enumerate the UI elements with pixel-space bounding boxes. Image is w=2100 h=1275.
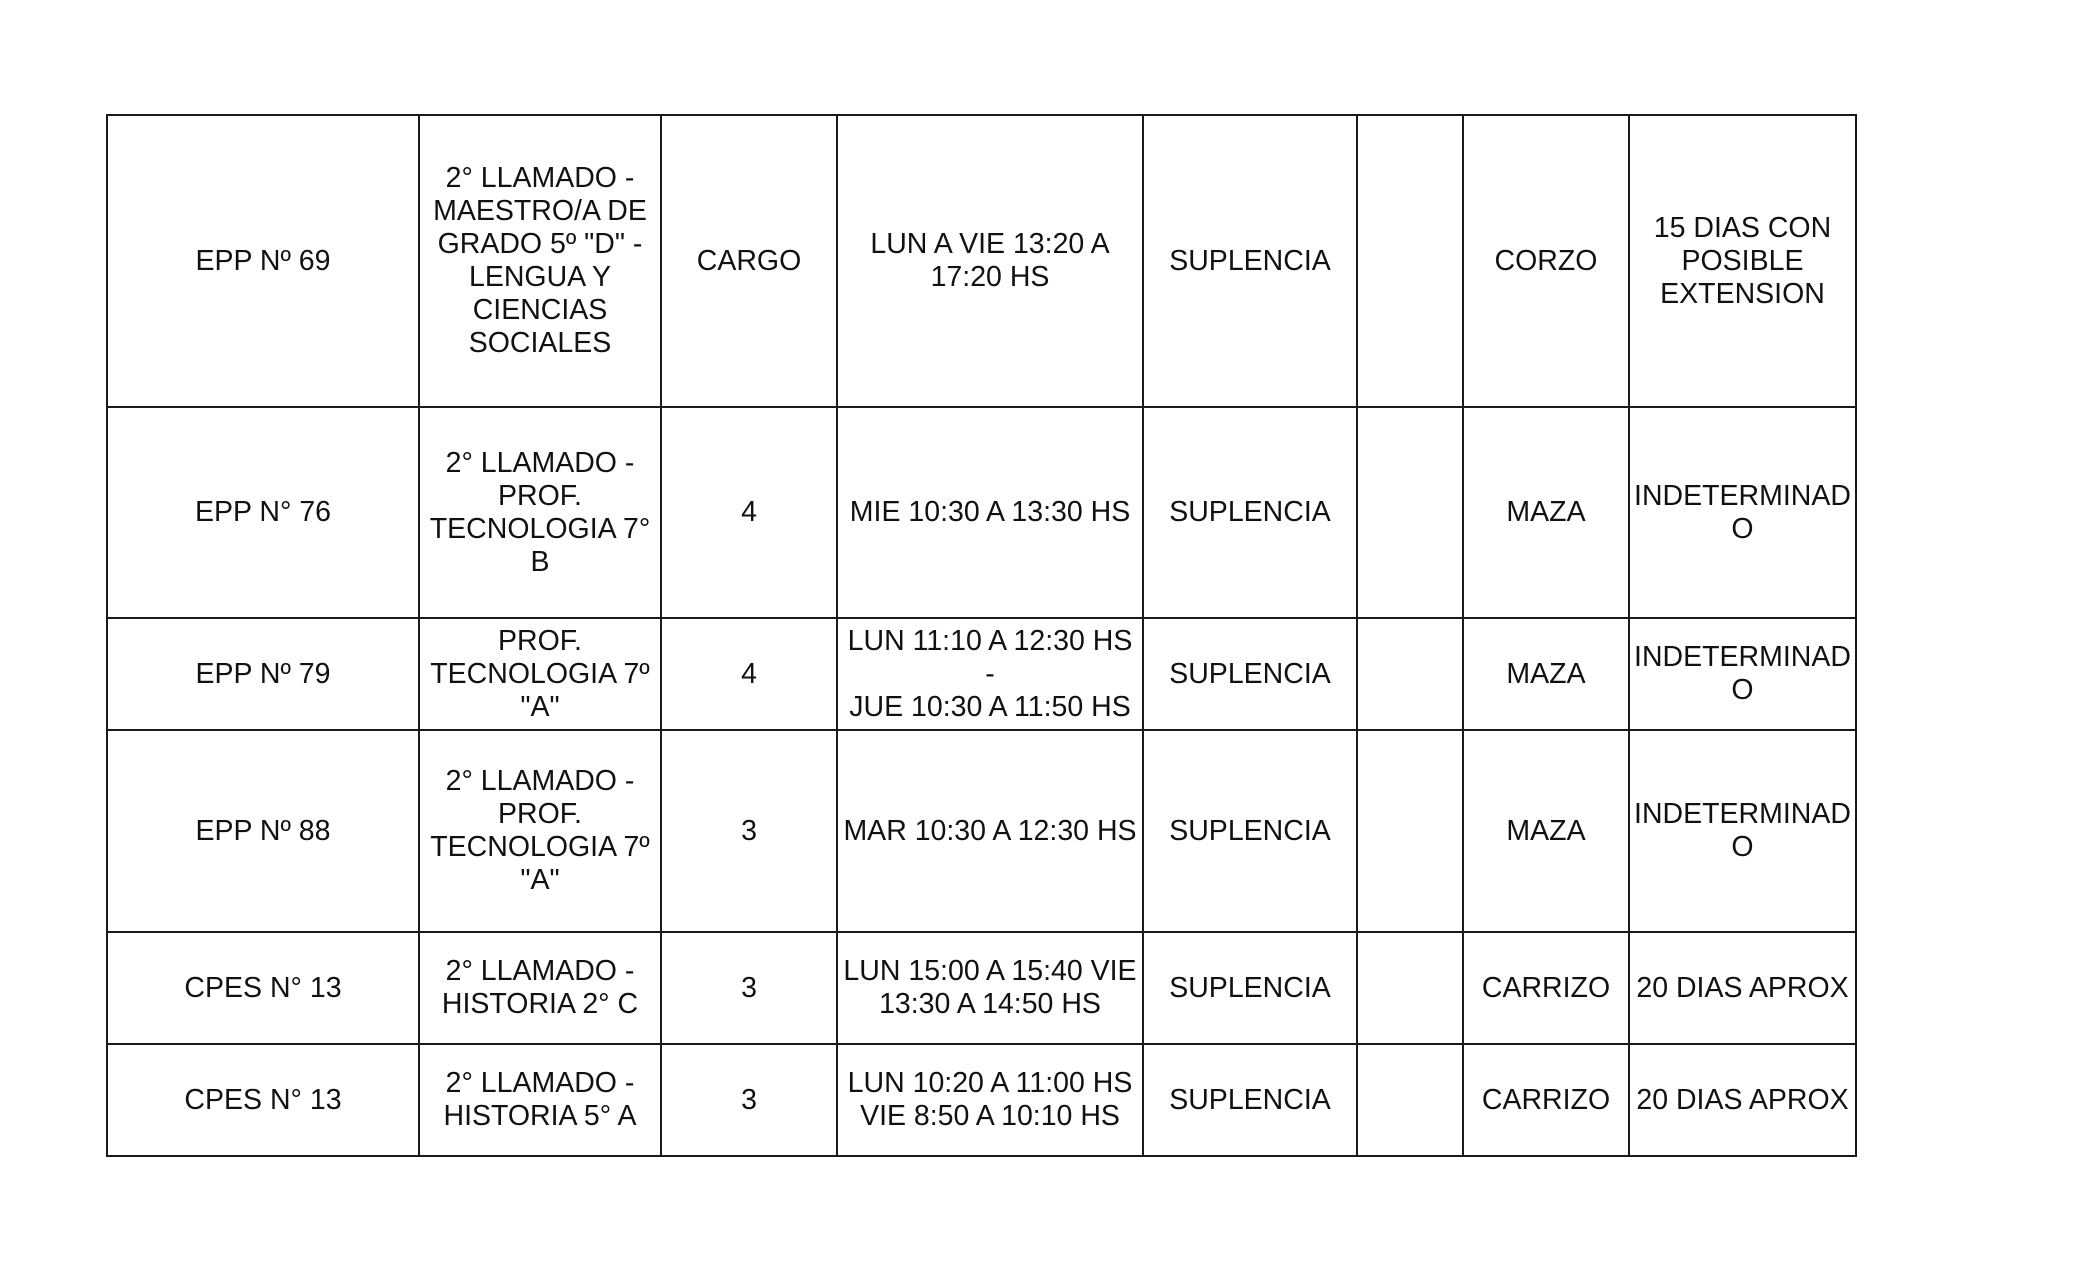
empty-cell — [1357, 115, 1463, 407]
supervisor-cell: CARRIZO — [1463, 932, 1629, 1044]
supervisor-cell: MAZA — [1463, 618, 1629, 730]
supervisor-cell: CARRIZO — [1463, 1044, 1629, 1156]
supervisor-cell: MAZA — [1463, 730, 1629, 932]
call-cell: PROF. TECNOLOGIA 7º "A" — [419, 618, 661, 730]
table-row — [107, 730, 1856, 932]
schedule-cell: LUN A VIE 13:20 A 17:20 HS — [837, 115, 1143, 407]
duration-cell: INDETERMINAD O — [1629, 730, 1856, 932]
type-cell: SUPLENCIA — [1143, 730, 1357, 932]
duration-cell: 20 DIAS APROX — [1629, 1044, 1856, 1156]
duration-cell: 15 DIAS CON POSIBLE EXTENSION — [1629, 115, 1856, 407]
call-cell: 2° LLAMADO - PROF. TECNOLOGIA 7° B — [419, 407, 661, 618]
duration-cell: 20 DIAS APROX — [1629, 932, 1856, 1044]
empty-cell — [1357, 932, 1463, 1044]
hours-cell: 3 — [661, 730, 837, 932]
schedule-cell: LUN 11:10 A 12:30 HS - JUE 10:30 A 11:50 HS — [837, 618, 1143, 730]
empty-cell — [1357, 618, 1463, 730]
empty-cell — [1357, 1044, 1463, 1156]
type-cell: SUPLENCIA — [1143, 115, 1357, 407]
duration-cell: INDETERMINAD O — [1629, 618, 1856, 730]
school-cell: CPES N° 13 — [107, 932, 419, 1044]
call-cell: 2° LLAMADO - HISTORIA 2° C — [419, 932, 661, 1044]
school-cell: EPP N° 76 — [107, 407, 419, 618]
table-row — [107, 932, 1856, 1044]
hours-cell: 3 — [661, 1044, 837, 1156]
hours-cell: CARGO — [661, 115, 837, 407]
hours-cell: 4 — [661, 618, 837, 730]
table-row — [107, 115, 1856, 407]
schedule-cell: LUN 15:00 A 15:40 VIE 13:30 A 14:50 HS — [837, 932, 1143, 1044]
table-row — [107, 1044, 1856, 1156]
type-cell: SUPLENCIA — [1143, 1044, 1357, 1156]
table-row — [107, 407, 1856, 618]
supervisor-cell: CORZO — [1463, 115, 1629, 407]
type-cell: SUPLENCIA — [1143, 407, 1357, 618]
table-row — [107, 618, 1856, 730]
hours-cell: 4 — [661, 407, 837, 618]
type-cell: SUPLENCIA — [1143, 618, 1357, 730]
schedule-cell: MIE 10:30 A 13:30 HS — [837, 407, 1143, 618]
call-cell: 2° LLAMADO - MAESTRO/A DE GRADO 5º "D" - LENGUA Y CIENCIAS SOCIALES — [419, 115, 661, 407]
school-cell: EPP Nº 79 — [107, 618, 419, 730]
hours-cell: 3 — [661, 932, 837, 1044]
call-cell: 2° LLAMADO - PROF. TECNOLOGIA 7º "A" — [419, 730, 661, 932]
school-cell: EPP Nº 88 — [107, 730, 419, 932]
empty-cell — [1357, 407, 1463, 618]
school-cell: CPES N° 13 — [107, 1044, 419, 1156]
supervisor-cell: MAZA — [1463, 407, 1629, 618]
schedule-cell: LUN 10:20 A 11:00 HS VIE 8:50 A 10:10 HS — [837, 1044, 1143, 1156]
empty-cell — [1357, 730, 1463, 932]
duration-cell: INDETERMINAD O — [1629, 407, 1856, 618]
type-cell: SUPLENCIA — [1143, 932, 1357, 1044]
schedule-cell: MAR 10:30 A 12:30 HS — [837, 730, 1143, 932]
school-cell: EPP Nº 69 — [107, 115, 419, 407]
call-cell: 2° LLAMADO - HISTORIA 5° A — [419, 1044, 661, 1156]
vacancy-table — [106, 114, 1857, 1157]
